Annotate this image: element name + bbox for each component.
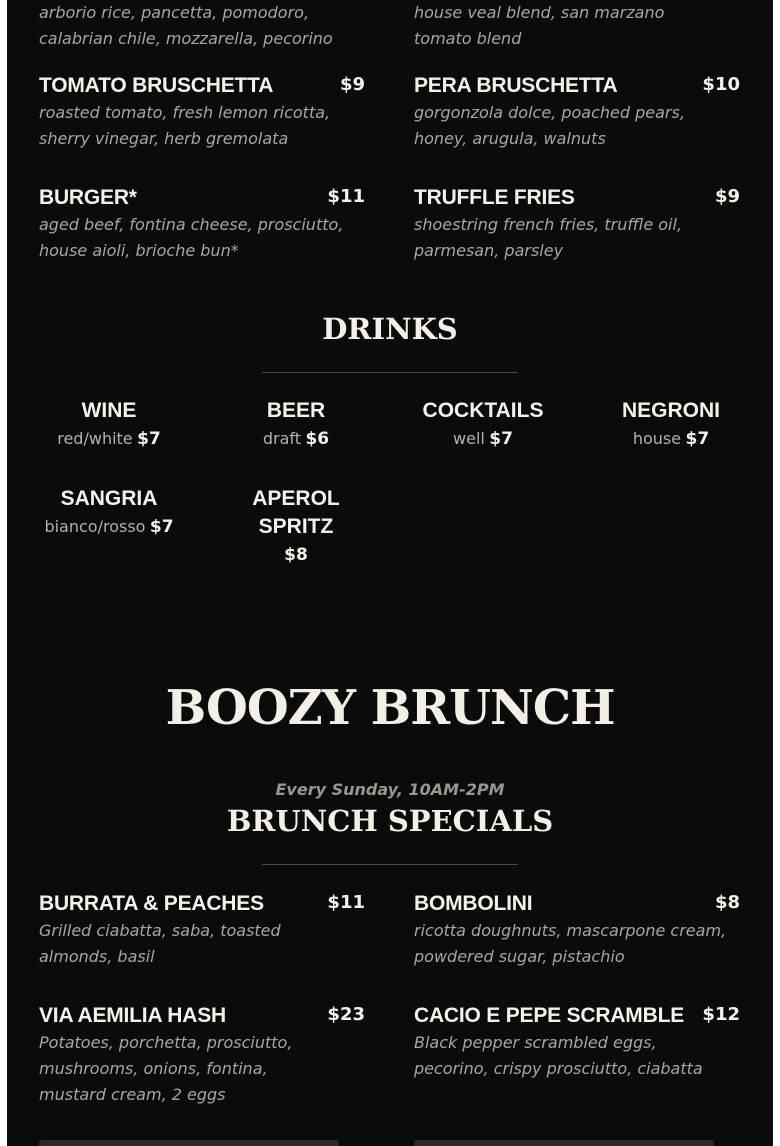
menu-item-price: $23 <box>327 1004 365 1025</box>
brunch-divider <box>262 864 518 865</box>
drink-variant: house <box>632 429 682 448</box>
menu-item <box>39 74 365 164</box>
drink-name: APEROL SPRITZ <box>252 487 340 538</box>
menu-item-name: VIA AEMILIA HASH <box>39 1004 226 1027</box>
drink-price: $7 <box>489 429 513 449</box>
brunch-title: BOOZY BRUNCH <box>165 680 615 736</box>
menu-item-name: BOMBOLINI <box>414 892 533 915</box>
menu-item-description: arborio rice, pancetta, pomodoro, calabrian chile, mozzarella, pecorino <box>39 3 333 48</box>
drink-name: SANGRIA <box>60 487 158 510</box>
menu-item-name: CACIO E PEPE SCRAMBLE <box>414 1004 684 1027</box>
cutoff-row-hint <box>414 1140 714 1146</box>
drink-item <box>393 397 573 454</box>
menu-item <box>414 1004 740 1094</box>
menu-item <box>414 892 740 982</box>
drinks-section-title: DRINKS <box>322 312 458 346</box>
menu-item-price: $12 <box>702 1004 740 1025</box>
drink-price: $7 <box>149 517 174 537</box>
menu-item-description: house veal blend, san marzano tomato blend <box>414 3 665 48</box>
drink-item <box>19 485 199 542</box>
drink-price: $8 <box>284 545 308 565</box>
brunch-specials-title: BRUNCH SPECIALS <box>226 804 554 838</box>
drink-item <box>581 397 761 454</box>
brunch-schedule: Every Sunday, 10AM-2PM <box>275 780 505 799</box>
menu-item <box>414 186 740 276</box>
drink-item <box>206 397 386 454</box>
menu-item-price: $8 <box>714 892 740 913</box>
menu-item <box>39 1004 365 1114</box>
menu-item <box>39 892 365 982</box>
drink-variant: red/white <box>57 429 133 448</box>
menu-item-price: $11 <box>327 892 365 913</box>
menu-item-description: Grilled ciabatta, saba, toasted almonds, basil <box>39 921 281 966</box>
menu-item-price: $10 <box>702 74 740 95</box>
menu-item-description: shoestring french fries, truffle oil, parmesan, parsley <box>414 215 683 260</box>
menu-item-price: $9 <box>339 74 365 95</box>
menu-item <box>39 186 365 276</box>
drink-name: COCKTAILS <box>422 399 544 422</box>
drink-price: $6 <box>305 429 330 449</box>
menu-item-description: gorgonzola dolce, poached pears, honey, arugula, walnuts <box>414 103 685 148</box>
drink-name: WINE <box>81 399 137 422</box>
menu-item-name: TRUFFLE FRIES <box>414 186 575 209</box>
menu-item-description: roasted tomato, fresh lemon ricotta, sherry vinegar, herb gremolata <box>39 103 331 148</box>
drink-name: NEGRONI <box>621 399 720 422</box>
menu-item-price: $11 <box>327 186 365 207</box>
drink-variant: bianco/rosso <box>44 517 146 536</box>
menu-item-name: BURGER* <box>39 186 137 209</box>
menu-item-name: PERA BRUSCHETTA <box>414 74 618 97</box>
drink-name: BEER <box>266 399 326 422</box>
drink-variant: draft <box>262 429 302 448</box>
menu-item-price: $9 <box>714 186 740 207</box>
drink-price: $7 <box>685 429 710 449</box>
drinks-divider <box>262 372 518 373</box>
drink-variant: well <box>453 429 485 448</box>
menu-item-description: aged beef, fontina cheese, prosciutto, house aioli, brioche bun* <box>39 215 344 260</box>
drink-item <box>236 485 356 570</box>
menu-page <box>7 0 773 1146</box>
menu-item-description: Black pepper scrambled eggs, pecorino, crispy prosciutto, ciabatta <box>414 1033 703 1078</box>
menu-item-description: ricotta doughnuts, mascarpone cream, powdered sugar, pistachio <box>414 921 727 966</box>
drink-item <box>19 397 199 454</box>
cutoff-row-hint <box>39 1140 339 1146</box>
menu-item-name: BURRATA & PEACHES <box>39 892 264 915</box>
menu-item-description: Potatoes, porchetta, prosciutto, mushrooms, onions, fontina, mustard cream, 2 eggs <box>39 1033 293 1104</box>
menu-item-name: TOMATO BRUSCHETTA <box>39 74 274 97</box>
drink-price: $7 <box>137 429 161 449</box>
menu-item <box>414 74 740 164</box>
